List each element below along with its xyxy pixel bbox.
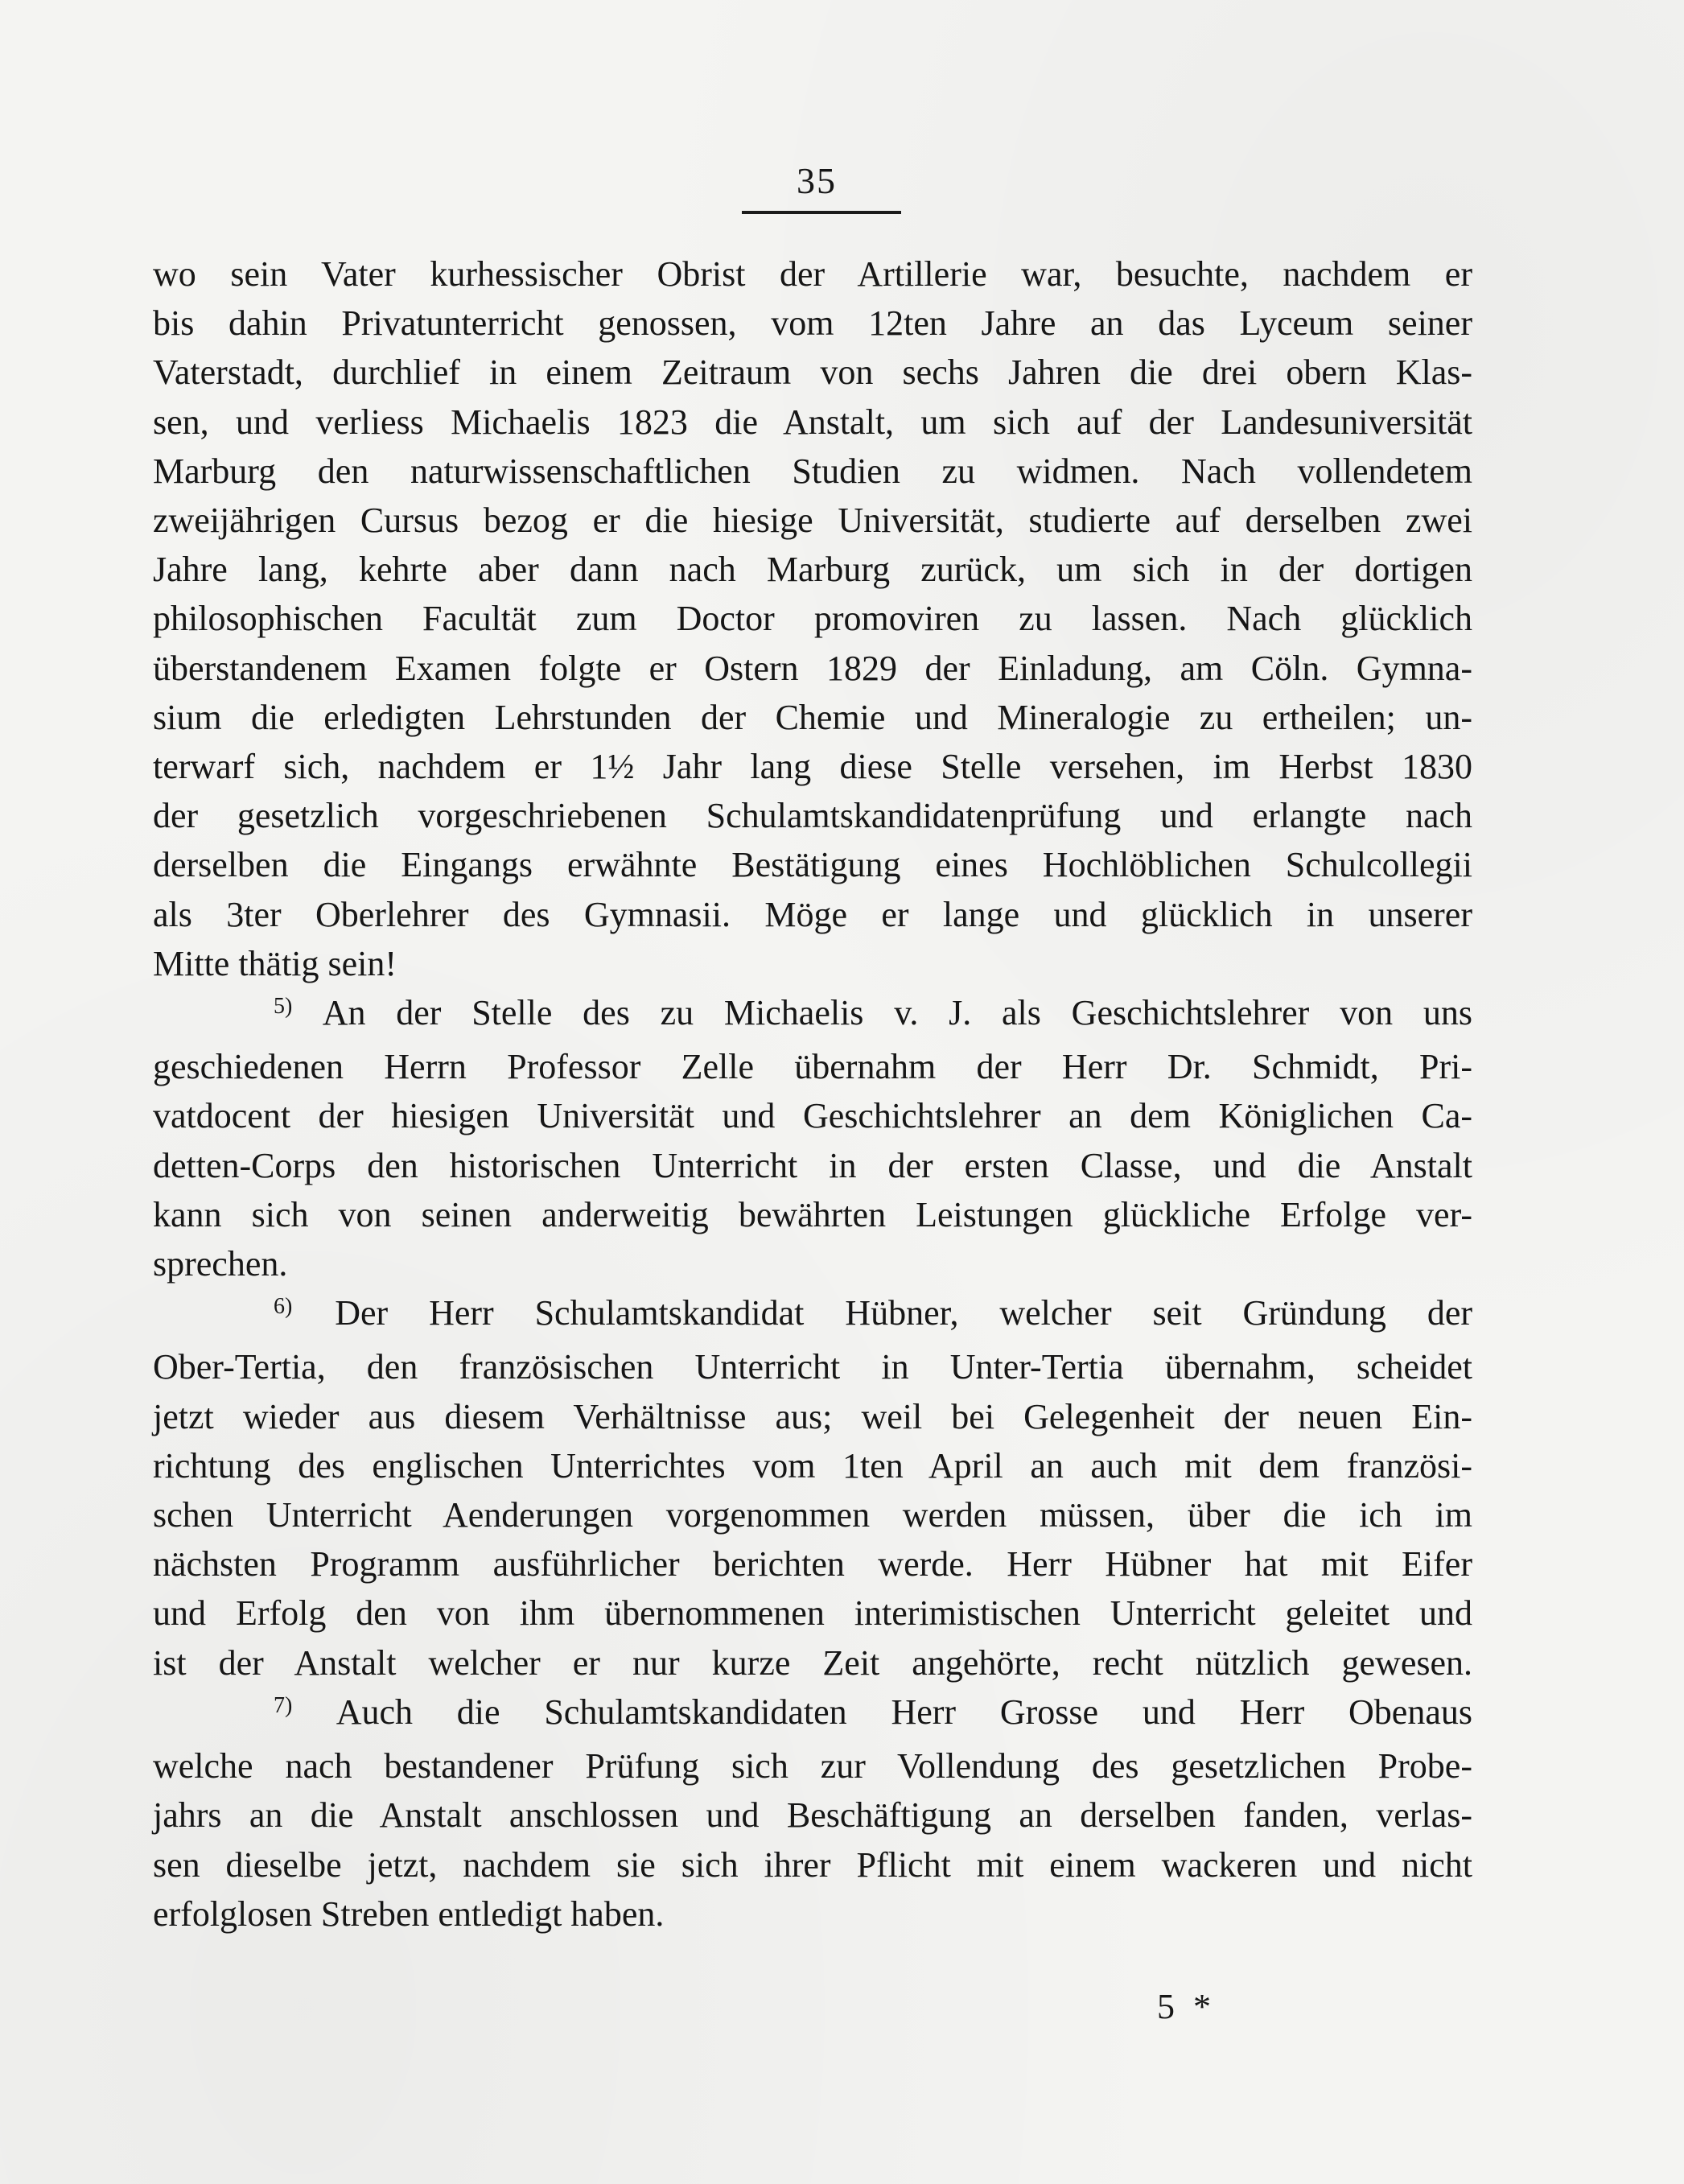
text-line [153, 988, 1472, 1042]
text-line: ist der Anstalt welcher er nur kurze Zeit angehörte, recht nützlich gewesen. [153, 1642, 1472, 1683]
text-line: schen Unterricht Aenderungen vorgenommen werden müssen, über die ich im [153, 1495, 1472, 1535]
page-number: 35 [797, 160, 837, 201]
text-line: detten-Corps den historischen Unterricht in der ersten Classe, und die Anstalt [153, 1145, 1472, 1185]
text-line: Marburg den naturwissenschaftlichen Studien zu widmen. Nach vollendetem [153, 451, 1472, 491]
text-line: sprechen. [153, 1244, 288, 1284]
text-line: überstandenem Examen folgte er Ostern 1829 der Einladung, am Cöln. Gymna- [153, 648, 1472, 688]
text-line: nächsten Programm ausführlicher berichten werde. Herr Hübner hat mit Eifer [153, 1544, 1472, 1584]
paragraph-note-6 [153, 1288, 1472, 1687]
text-line: jahrs an die Anstalt anschlossen und Beschäftigung an derselben fanden, verlas- [153, 1795, 1472, 1836]
signature-mark: 5 * [1157, 1987, 1216, 2026]
text-line: bis dahin Privatunterricht genossen, vom 12ten Jahre an das Lyceum seiner [153, 303, 1472, 344]
text-line: und Erfolg den von ihm übernommenen interimistischen Unterricht geleitet und [153, 1593, 1472, 1634]
footnote-marker: 7) [274, 1692, 293, 1718]
text-line: jetzt wieder aus diesem Verhältnisse aus; weil bei Gelegenheit der neuen Ein- [153, 1396, 1472, 1436]
text-line: zweijährigen Cursus bezog er die hiesige Universität, studierte auf derselben zwei [153, 501, 1472, 541]
text-line: vatdocent der hiesigen Universität und Geschichtslehrer an dem Königlichen Ca- [153, 1096, 1472, 1136]
body-text [153, 249, 1472, 1939]
text-line: sen, und verliess Michaelis 1823 die Anstalt, um sich auf der Landesuniversität [153, 402, 1472, 442]
paragraph-note-7 [153, 1687, 1472, 1939]
footnote-marker: 6) [274, 1294, 293, 1320]
text-line [153, 1288, 1472, 1342]
text-line: sen dieselbe jetzt, nachdem sie sich ihrer Pflicht mit einem wackeren und nicht [153, 1844, 1472, 1885]
text-line: philosophischen Facultät zum Doctor promoviren zu lassen. Nach glücklich [153, 599, 1472, 639]
paragraph-note-5 [153, 988, 1472, 1288]
line-text: Auch die Schulamtskandidaten Herr Grosse und Herr Obenaus [336, 1692, 1472, 1732]
text-line: als 3ter Oberlehrer des Gymnasii. Möge er lange und glücklich in unserer [153, 894, 1472, 934]
line-text: Der Herr Schulamtskandidat Hübner, welcher seit Gründung der [335, 1293, 1472, 1333]
text-line: geschiedenen Herrn Professor Zelle übernahm der Herr Dr. Schmidt, Pri- [153, 1047, 1472, 1087]
footnote-marker: 5) [274, 994, 293, 1020]
text-line: richtung des englischen Unterrichtes vom 1ten April an auch mit dem französi- [153, 1445, 1472, 1486]
text-line: terwarf sich, nachdem er 1½ Jahr lang diese Stelle versehen, im Herbst 1830 [153, 747, 1472, 787]
text-line: Ober-Tertia, den französischen Unterricht in Unter-Tertia übernahm, scheidet [153, 1347, 1472, 1387]
text-line: der gesetzlich vorgeschriebenen Schulamtskandidatenprüfung und erlangte nach [153, 796, 1472, 836]
line-text: An der Stelle des zu Michaelis v. J. als Geschichtslehrer von uns [322, 993, 1472, 1033]
text-line: Mitte thätig sein! [153, 943, 397, 983]
text-line: wo sein Vater kurhessischer Obrist der Artillerie war, besuchte, nachdem er [153, 254, 1472, 294]
text-line: derselben die Eingangs erwähnte Bestätigung eines Hochlöblichen Schulcollegii [153, 845, 1472, 885]
text-line: Jahre lang, kehrte aber dann nach Marburg zurück, um sich in der dortigen [153, 550, 1472, 590]
text-line: Vaterstadt, durchlief in einem Zeitraum von sechs Jahren die drei obern Klas- [153, 352, 1472, 393]
text-line: erfolglosen Streben entledigt haben. [153, 1893, 665, 1934]
text-line: welche nach bestandener Prüfung sich zur Vollendung des gesetzlichen Probe- [153, 1746, 1472, 1786]
text-line [153, 1687, 1472, 1741]
text-line: sium die erledigten Lehrstunden der Chemie und Mineralogie zu ertheilen; un- [153, 697, 1472, 737]
paragraph-1 [153, 249, 1472, 988]
text-line: kann sich von seinen anderweitig bewährten Leistungen glückliche Erfolge ver- [153, 1194, 1472, 1234]
header-rule [742, 211, 901, 214]
